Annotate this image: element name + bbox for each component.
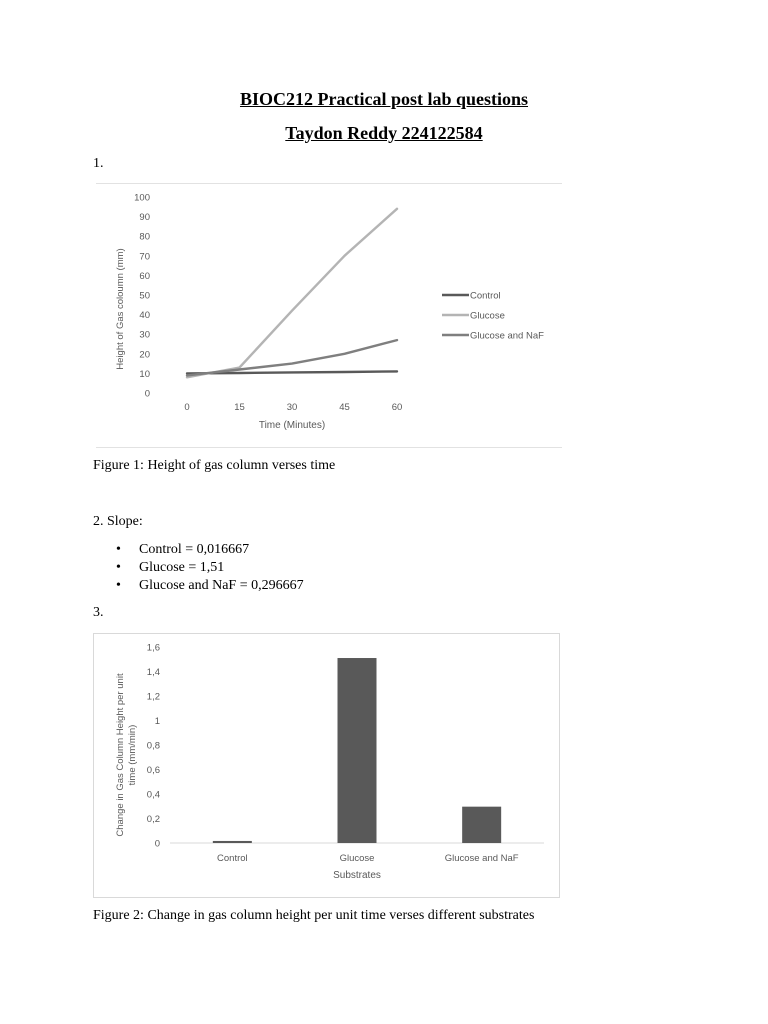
slope-glucose: Glucose = 1,51 xyxy=(139,560,225,575)
x-tick-label: Glucose and NaF xyxy=(444,853,519,864)
y-axis-label-line-2: time (mm/min) xyxy=(127,724,138,786)
y-tick-label: 1,6 xyxy=(146,642,160,654)
list-item xyxy=(116,541,304,559)
bar-chart xyxy=(94,634,559,897)
y-tick-label: 80 xyxy=(139,231,150,243)
bar xyxy=(213,841,252,843)
question-2-heading: 2. Slope: xyxy=(93,514,143,529)
series-line xyxy=(187,340,397,375)
y-tick-label: 50 xyxy=(139,290,150,302)
y-tick-label: 70 xyxy=(139,251,150,263)
y-tick-label: 0 xyxy=(144,388,150,400)
x-tick-label: 15 xyxy=(234,402,245,413)
x-tick-label: Glucose xyxy=(339,853,375,864)
y-tick-label: 30 xyxy=(139,329,150,341)
bar xyxy=(338,658,377,843)
document-title: BIOC212 Practical post lab questions xyxy=(239,89,529,109)
y-tick-label: 1 xyxy=(154,716,160,727)
y-axis-label: Height of Gas coloumn (mm) xyxy=(115,248,126,370)
x-tick-label: 45 xyxy=(339,402,350,413)
y-tick-label: 60 xyxy=(139,270,150,282)
y-tick-label: 1,4 xyxy=(146,667,160,678)
y-tick-label: 20 xyxy=(139,349,150,361)
bullet-icon: • xyxy=(116,542,121,557)
x-tick-label: Control xyxy=(217,853,248,864)
y-tick-label: 0,2 xyxy=(146,814,160,825)
bullet-icon: • xyxy=(116,578,121,593)
slope-glucose-naf: Glucose and NaF = 0,296667 xyxy=(139,578,304,593)
slope-list xyxy=(116,541,304,595)
figure-1-caption: Figure 1: Height of gas column verses time xyxy=(93,458,336,473)
x-tick-label: 0 xyxy=(184,402,190,413)
y-tick-label: 40 xyxy=(139,310,150,322)
y-tick-label: 1,2 xyxy=(146,691,160,703)
figure-2-caption: Figure 2: Change in gas column height per unit time verses different substrates xyxy=(93,908,535,923)
x-tick-label: 30 xyxy=(286,402,298,413)
y-tick-label: 0,8 xyxy=(146,740,160,752)
x-axis-label: Time (Minutes) xyxy=(258,420,326,431)
figure-2-chart xyxy=(93,633,560,898)
line-chart xyxy=(96,184,562,447)
figure-1-chart xyxy=(96,183,562,448)
legend-label: Glucose and NaF xyxy=(470,330,544,342)
bar xyxy=(462,807,501,843)
slope-control: Control = 0,016667 xyxy=(139,542,250,557)
y-tick-label: 0 xyxy=(154,838,160,850)
question-3-number: 3. xyxy=(93,605,104,620)
author-line: Taydon Reddy 224122584 xyxy=(285,123,483,143)
question-1-number: 1. xyxy=(93,156,104,171)
series-line xyxy=(187,209,397,377)
y-axis-label-line-1: Change in Gas Column Height per unit xyxy=(115,673,126,837)
y-tick-label: 0,4 xyxy=(146,789,160,801)
y-tick-label: 0,6 xyxy=(146,765,160,776)
y-tick-label: 90 xyxy=(139,212,150,224)
y-tick-label: 10 xyxy=(139,368,150,380)
list-item xyxy=(116,559,304,577)
legend-label: Control xyxy=(470,290,501,302)
x-axis-label: Substrates xyxy=(333,870,381,881)
legend-label: Glucose xyxy=(470,310,505,322)
bullet-icon: • xyxy=(116,560,121,575)
y-tick-label: 100 xyxy=(134,192,150,204)
list-item xyxy=(116,577,304,595)
x-tick-label: 60 xyxy=(391,402,403,413)
